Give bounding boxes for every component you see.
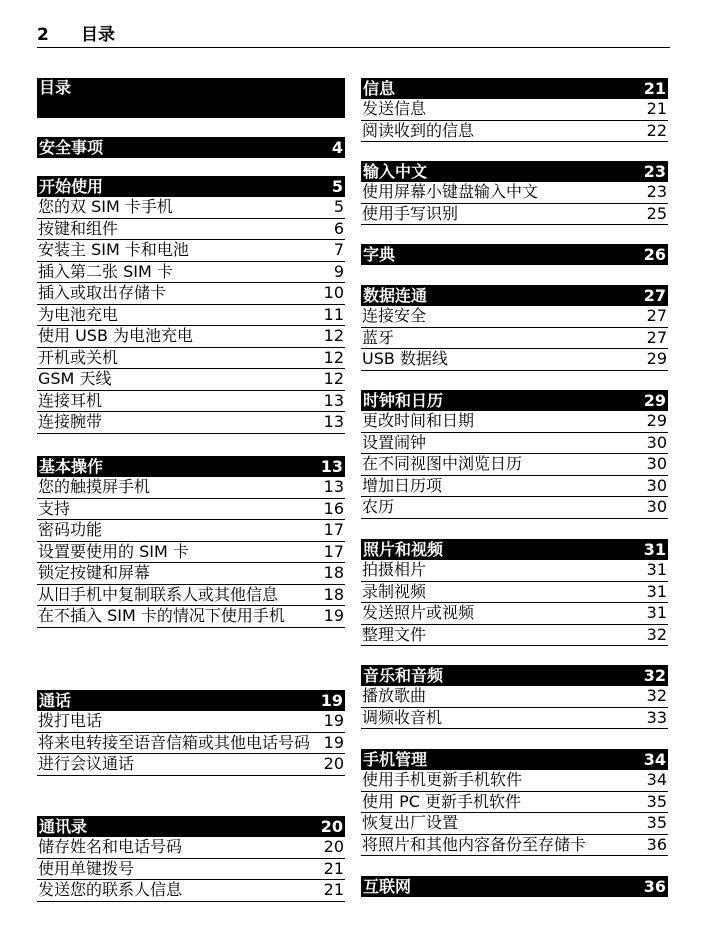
toc-entry[interactable] <box>37 711 345 733</box>
toc-entry[interactable] <box>37 837 345 859</box>
toc-entry[interactable] <box>37 477 345 499</box>
toc-entry[interactable] <box>361 99 668 121</box>
section-heading[interactable] <box>361 876 668 897</box>
toc-entry[interactable] <box>361 497 668 519</box>
section-title: 目录 <box>39 78 72 97</box>
entry-title: 设置要使用的 SIM 卡 <box>38 541 189 561</box>
toc-entry[interactable] <box>37 733 345 755</box>
toc-entry[interactable] <box>37 348 345 370</box>
toc-section <box>37 456 345 628</box>
toc-section <box>37 78 345 118</box>
section-page-number: 20 <box>320 817 343 836</box>
toc-section <box>361 539 668 646</box>
entry-title: 在不同视图中浏览日历 <box>362 454 523 473</box>
entry-title: 插入或取出存储卡 <box>38 283 167 302</box>
toc-entry[interactable] <box>37 520 345 542</box>
section-heading[interactable] <box>361 244 668 265</box>
section-heading[interactable] <box>361 285 668 306</box>
section-title: 字典 <box>363 245 396 264</box>
toc-entry[interactable] <box>361 328 668 350</box>
entry-title: 安装主 SIM 卡和电池 <box>38 240 189 259</box>
entry-page-number: 35 <box>646 791 667 811</box>
entry-title: 调频收音机 <box>362 707 443 727</box>
section-title: 手机管理 <box>363 750 428 769</box>
section-title: 开始使用 <box>39 177 104 196</box>
entry-title: 蓝牙 <box>362 327 395 347</box>
entry-page-number: 20 <box>323 754 344 773</box>
toc-section <box>361 244 668 265</box>
section-title: 数据连通 <box>363 286 428 305</box>
toc-section <box>361 390 668 519</box>
section-page-number: 5 <box>331 177 343 196</box>
entry-title: 将来电转接至语音信箱或其他电话号码 <box>38 732 311 752</box>
entry-page-number: 29 <box>646 411 667 430</box>
section-title: 通讯录 <box>39 817 88 836</box>
entry-title: 支持 <box>38 498 71 518</box>
toc-entry[interactable] <box>361 835 668 857</box>
entry-page-number: 22 <box>646 120 667 140</box>
section-page-number: 4 <box>331 138 343 157</box>
toc-entry[interactable] <box>37 412 345 434</box>
toc-entry[interactable] <box>361 121 668 143</box>
section-heading[interactable] <box>361 78 668 99</box>
section-page-number: 29 <box>643 391 666 410</box>
entry-page-number: 13 <box>323 477 344 496</box>
entry-title: 更改时间和日期 <box>362 411 475 430</box>
section-heading[interactable] <box>361 161 668 182</box>
toc-entry[interactable] <box>37 197 345 219</box>
section-heading[interactable] <box>37 816 345 837</box>
entry-title: 设置闹钟 <box>362 432 427 452</box>
entry-page-number: 25 <box>646 203 667 223</box>
entry-title: 发送照片或视频 <box>362 603 475 622</box>
toc-section <box>37 176 345 434</box>
toc-section <box>361 161 668 225</box>
entry-title: 拨打电话 <box>38 711 103 730</box>
section-page-number: 23 <box>643 162 666 181</box>
toc-section <box>361 876 668 897</box>
entry-page-number: 31 <box>646 560 667 579</box>
section-heading[interactable] <box>361 390 668 411</box>
entry-title: 连接耳机 <box>38 390 103 410</box>
section-heading[interactable] <box>37 690 345 711</box>
entry-page-number: 13 <box>323 390 344 410</box>
entry-page-number: 17 <box>323 520 344 539</box>
entry-title: 按键和组件 <box>38 218 119 238</box>
entry-title: 插入第二张 SIM 卡 <box>38 261 173 281</box>
toc-entry[interactable] <box>37 606 345 628</box>
toc-entry[interactable] <box>361 708 668 730</box>
entry-page-number: 31 <box>646 603 667 622</box>
entry-page-number: 19 <box>323 606 344 625</box>
entry-page-number: 11 <box>323 304 344 324</box>
entry-page-number: 12 <box>323 347 344 367</box>
section-title: 通话 <box>39 691 72 710</box>
toc-entry[interactable] <box>361 582 668 604</box>
entry-page-number: 5 <box>333 197 344 216</box>
section-heading[interactable] <box>37 176 345 197</box>
entry-page-number: 30 <box>646 497 667 516</box>
toc-entry[interactable] <box>37 563 345 585</box>
entry-page-number: 19 <box>323 732 344 752</box>
toc-section <box>37 690 345 776</box>
entry-title: 使用 PC 更新手机软件 <box>362 791 521 811</box>
entry-title: 农历 <box>362 497 395 516</box>
section-page-number: 27 <box>643 286 666 305</box>
section-heading[interactable] <box>37 456 345 477</box>
entry-title: 储存姓名和电话号码 <box>38 837 183 856</box>
entry-title: 恢复出厂设置 <box>362 813 459 832</box>
section-title: 输入中文 <box>363 162 428 181</box>
entry-page-number: 12 <box>323 326 344 345</box>
entry-page-number: 34 <box>646 770 667 789</box>
toc-entry[interactable] <box>361 560 668 582</box>
entry-title: 锁定按键和屏幕 <box>38 563 151 582</box>
section-page-number: 32 <box>643 666 666 685</box>
entry-page-number: 19 <box>323 711 344 730</box>
toc-entry[interactable] <box>37 542 345 564</box>
entry-page-number: 35 <box>646 813 667 832</box>
section-title: 基本操作 <box>39 457 104 476</box>
toc-entry[interactable] <box>361 204 668 226</box>
toc-entry[interactable] <box>361 476 668 498</box>
entry-title: 您的触摸屏手机 <box>38 477 151 496</box>
toc-entry[interactable] <box>361 770 668 792</box>
entry-title: GSM 天线 <box>38 369 112 388</box>
entry-title: 发送信息 <box>362 99 427 118</box>
entry-title: 将照片和其他内容备份至存储卡 <box>362 834 587 854</box>
entry-page-number: 21 <box>646 99 667 118</box>
section-page-number: 13 <box>320 457 343 476</box>
toc-entry[interactable] <box>361 411 668 433</box>
toc-entry[interactable] <box>37 283 345 305</box>
entry-title: 使用屏幕小键盘输入中文 <box>362 182 539 201</box>
section-title: 互联网 <box>363 877 412 896</box>
toc-entry[interactable] <box>37 369 345 391</box>
entry-page-number: 31 <box>646 581 667 601</box>
entry-title: 为电池充电 <box>38 304 119 324</box>
entry-page-number: 27 <box>646 327 667 347</box>
entry-page-number: 30 <box>646 475 667 495</box>
entry-page-number: 18 <box>323 584 344 604</box>
toc-entry[interactable] <box>37 585 345 607</box>
toc-entry[interactable] <box>37 754 345 776</box>
entry-page-number: 29 <box>646 349 667 368</box>
entry-title: 连接安全 <box>362 306 427 325</box>
entry-page-number: 9 <box>333 261 344 281</box>
toc-section <box>361 78 668 142</box>
entry-page-number: 30 <box>646 432 667 452</box>
section-page-number: 19 <box>320 691 343 710</box>
entry-page-number: 6 <box>333 218 344 238</box>
toc-entry[interactable] <box>37 326 345 348</box>
entry-page-number: 10 <box>323 283 344 302</box>
toc-entry[interactable] <box>361 454 668 476</box>
toc-entry[interactable] <box>361 306 668 328</box>
toc-section <box>37 816 345 902</box>
toc-entry[interactable] <box>361 182 668 204</box>
section-heading[interactable] <box>361 749 668 770</box>
section-title: 照片和视频 <box>363 540 444 559</box>
toc-entry[interactable] <box>37 219 345 241</box>
entry-page-number: 32 <box>646 686 667 705</box>
toc-entry[interactable] <box>361 349 668 371</box>
toc-entry[interactable] <box>37 240 345 262</box>
toc-entry[interactable] <box>37 262 345 284</box>
toc-entry[interactable] <box>37 859 345 881</box>
entry-page-number: 21 <box>323 858 344 878</box>
toc-entry[interactable] <box>361 603 668 625</box>
entry-title: 拍摄相片 <box>362 560 427 579</box>
section-page-number: 26 <box>643 245 666 264</box>
entry-title: 使用单键拨号 <box>38 858 135 878</box>
toc-section <box>37 137 345 158</box>
entry-page-number: 36 <box>646 834 667 854</box>
section-heading[interactable] <box>37 137 345 158</box>
page-number: 2 <box>37 25 49 45</box>
entry-page-number: 30 <box>646 454 667 473</box>
section-title: 安全事项 <box>39 138 104 157</box>
entry-page-number: 17 <box>323 541 344 561</box>
section-page-number: 34 <box>643 750 666 769</box>
entry-page-number: 27 <box>646 306 667 325</box>
entry-page-number: 7 <box>333 240 344 259</box>
entry-title: 整理文件 <box>362 624 427 644</box>
toc-section <box>361 665 668 729</box>
entry-page-number: 33 <box>646 707 667 727</box>
toc-entry[interactable] <box>361 813 668 835</box>
entry-page-number: 12 <box>323 369 344 388</box>
entry-title: 连接腕带 <box>38 412 103 431</box>
page-header <box>37 24 670 48</box>
toc-entry[interactable] <box>37 499 345 521</box>
entry-title: 开机或关机 <box>38 347 119 367</box>
entry-title: 使用 USB 为电池充电 <box>38 326 194 345</box>
entry-page-number: 21 <box>323 880 344 899</box>
toc-entry[interactable] <box>37 391 345 413</box>
section-page-number: 21 <box>643 79 666 98</box>
toc-entry[interactable] <box>37 880 345 902</box>
toc-entry[interactable] <box>361 792 668 814</box>
toc-section <box>361 749 668 856</box>
entry-title: 发送您的联系人信息 <box>38 880 183 899</box>
entry-title: 在不插入 SIM 卡的情况下使用手机 <box>38 606 285 625</box>
section-title: 信息 <box>363 79 396 98</box>
section-heading[interactable] <box>37 78 345 118</box>
entry-page-number: 13 <box>323 412 344 431</box>
entry-title: 增加日历项 <box>362 475 443 495</box>
toc-entry[interactable] <box>361 433 668 455</box>
section-heading[interactable] <box>361 539 668 560</box>
section-title: 音乐和音频 <box>363 666 444 685</box>
page-title: 目录 <box>81 25 115 45</box>
entry-title: 录制视频 <box>362 581 427 601</box>
section-page-number: 36 <box>643 877 666 896</box>
entry-page-number: 18 <box>323 563 344 582</box>
entry-title: 您的双 SIM 卡手机 <box>38 197 173 216</box>
entry-title: 从旧手机中复制联系人或其他信息 <box>38 584 279 604</box>
entry-page-number: 20 <box>323 837 344 856</box>
entry-title: 使用手写识别 <box>362 203 459 223</box>
section-heading[interactable] <box>361 665 668 686</box>
toc-section <box>361 285 668 371</box>
entry-title: 阅读收到的信息 <box>362 120 475 140</box>
entry-title: 密码功能 <box>38 520 103 539</box>
section-title: 时钟和日历 <box>363 391 444 410</box>
entry-title: 播放歌曲 <box>362 686 427 705</box>
entry-title: 使用手机更新手机软件 <box>362 770 523 789</box>
entry-page-number: 16 <box>323 498 344 518</box>
entry-title: USB 数据线 <box>362 349 448 368</box>
toc-entry[interactable] <box>361 686 668 708</box>
section-page-number: 31 <box>643 540 666 559</box>
toc-entry[interactable] <box>37 305 345 327</box>
toc-entry[interactable] <box>361 625 668 647</box>
entry-page-number: 23 <box>646 182 667 201</box>
entry-page-number: 32 <box>646 624 667 644</box>
entry-title: 进行会议通话 <box>38 754 135 773</box>
